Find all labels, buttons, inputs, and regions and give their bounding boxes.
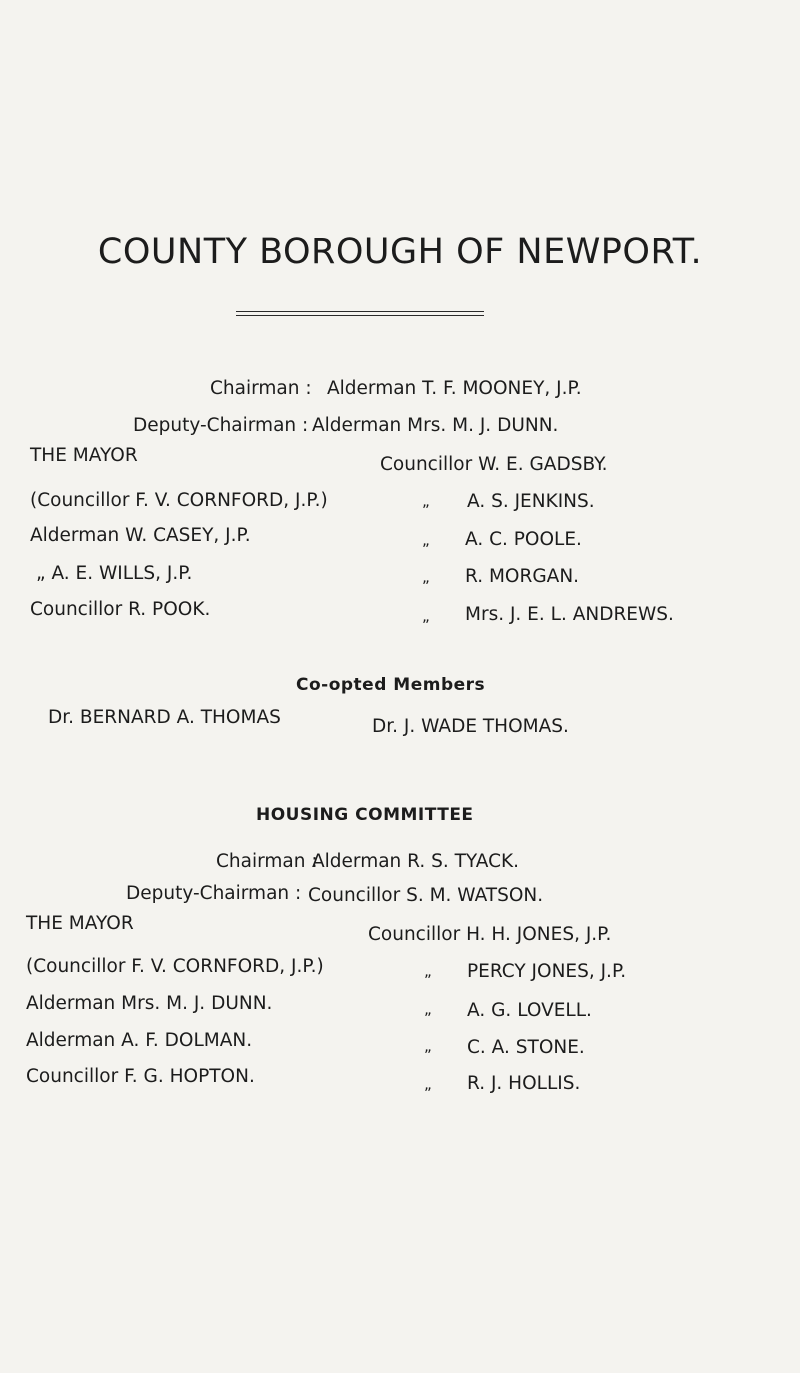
ditto-mark: „: [424, 962, 432, 980]
member-right-3: A. G. LOVELL.: [467, 1000, 592, 1021]
member-right-4: R. MORGAN.: [465, 566, 580, 587]
ditto-mark: „: [422, 531, 430, 549]
double-rule-bottom: [236, 315, 484, 316]
ditto-mark: „: [422, 607, 430, 625]
member-right-1: Councillor W. E. GADSBY.: [380, 454, 608, 475]
member-left-5: Councillor R. POOK.: [30, 599, 211, 620]
member-left-2: (Councillor F. V. CORNFORD, J.P.): [30, 490, 328, 511]
ditto-mark: „: [422, 492, 430, 510]
member-left-1: THE MAYOR: [26, 913, 134, 934]
member-right-4: C. A. STONE.: [467, 1037, 585, 1058]
deputy-chairman-label: Deputy-Chairman :: [126, 883, 302, 904]
ditto-mark: „: [422, 568, 430, 586]
member-left-4: Alderman A. F. DOLMAN.: [26, 1030, 253, 1051]
member-left-1: THE MAYOR: [30, 445, 138, 466]
co-opted-member-2: Dr. J. WADE THOMAS.: [372, 716, 569, 737]
ditto-mark: „: [424, 1075, 432, 1093]
housing-heading: HOUSING COMMITTEE: [256, 805, 474, 825]
member-left-3: Alderman W. CASEY, J.P.: [30, 525, 251, 546]
member-right-3: A. C. POOLE.: [465, 529, 582, 550]
member-right-2: PERCY JONES, J.P.: [467, 961, 627, 982]
deputy-chairman-name: Councillor S. M. WATSON.: [308, 885, 544, 906]
member-left-4: „ A. E. WILLS, J.P.: [36, 563, 193, 584]
ditto-mark: „: [424, 1037, 432, 1055]
chairman-name: Alderman R. S. TYACK.: [312, 851, 520, 872]
ditto-mark: „: [424, 1000, 432, 1018]
deputy-chairman-name: Alderman Mrs. M. J. DUNN.: [312, 415, 559, 436]
member-right-5: R. J. HOLLIS.: [467, 1073, 581, 1094]
member-right-1: Councillor H. H. JONES, J.P.: [368, 924, 612, 945]
deputy-chairman-label: Deputy-Chairman :: [133, 415, 309, 436]
co-opted-member-1: Dr. BERNARD A. THOMAS: [48, 707, 281, 728]
member-right-2: A. S. JENKINS.: [467, 491, 595, 512]
member-left-3: Alderman Mrs. M. J. DUNN.: [26, 993, 273, 1014]
chairman-name: Alderman T. F. MOONEY, J.P.: [327, 378, 582, 399]
double-rule-top: [236, 311, 484, 312]
chairman-label: Chairman :: [216, 851, 318, 872]
co-opted-heading: Co-opted Members: [296, 675, 486, 695]
member-left-5: Councillor F. G. HOPTON.: [26, 1066, 255, 1087]
member-right-5: Mrs. J. E. L. ANDREWS.: [465, 604, 674, 625]
page-title: COUNTY BOROUGH OF NEWPORT.: [97, 232, 703, 272]
chairman-label: Chairman :: [210, 378, 312, 399]
member-left-2: (Councillor F. V. CORNFORD, J.P.): [26, 956, 324, 977]
